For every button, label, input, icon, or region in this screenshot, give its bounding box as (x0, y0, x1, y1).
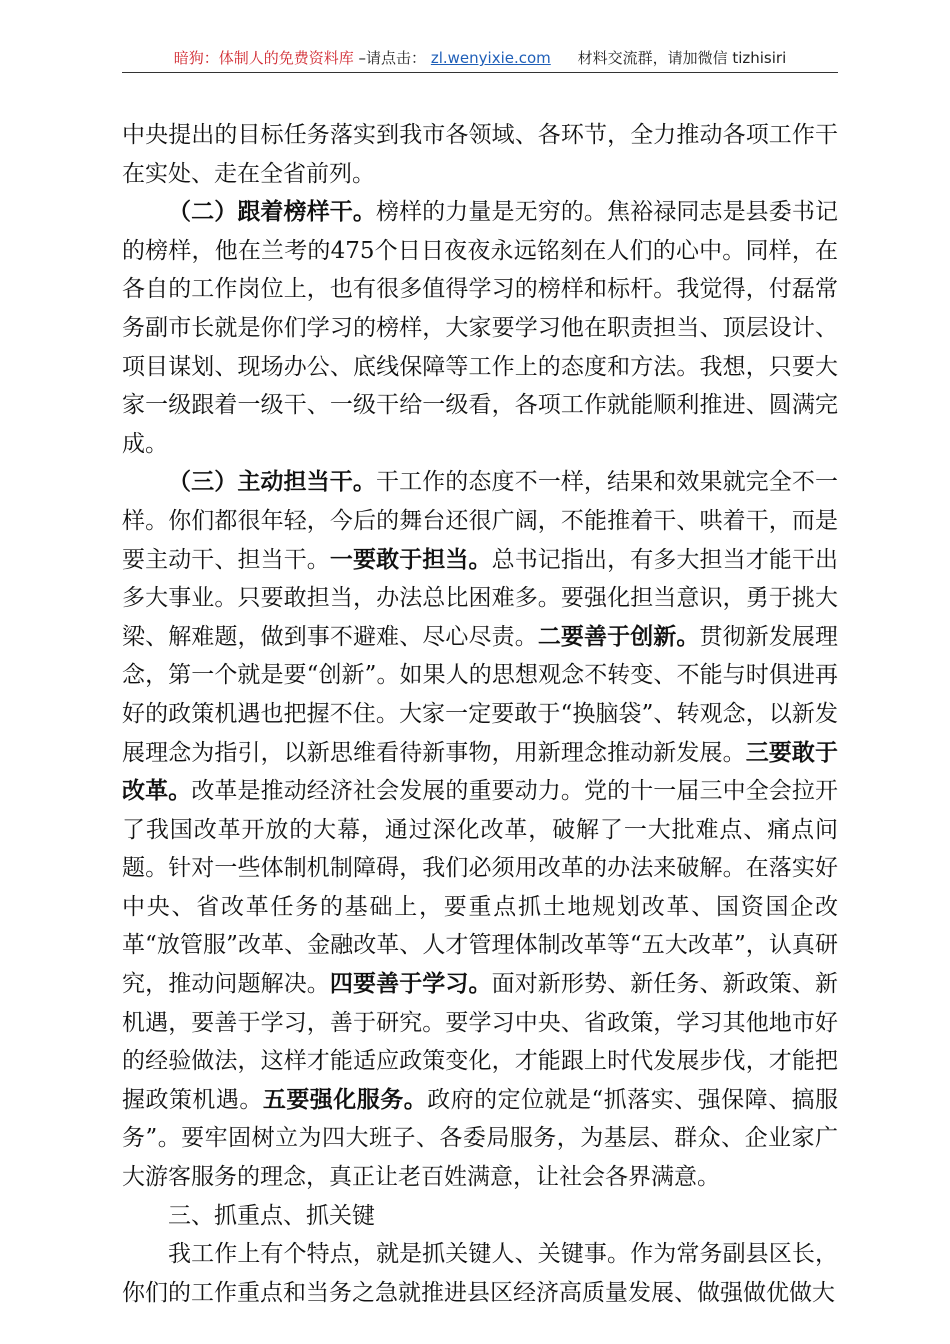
header-contact: 材料交流群，请加微信 tizhisiri (577, 49, 787, 67)
header-cta: –请点击： (358, 49, 427, 67)
text-run: 我工作上有个特点，就是抓关键人、关键事。作为常务副县区长，你们的工作重点和当务之急就推进县区经济高质量发展、做强做优做大 (122, 1241, 838, 1306)
text-run: 干工作的态度不一样，结果和效果就完全不一样。你们都很年轻，今后的舞台还很广阔，不能推着干、哄着干，而是要主动干、担当干。 (122, 469, 839, 573)
paragraph (122, 463, 838, 1196)
header-brand: 暗狗：体制人的免费资料库 (173, 49, 354, 67)
paragraph (122, 1197, 838, 1236)
text-run: 三、抓重点、抓关键 (168, 1202, 375, 1229)
text-run: 政府的定位就是“抓落实、强保障、搞服务”。要牢固树立为四大班子、各委局服务，为基层、群众、企业家广大游客服务的理念，真正让老百姓满意，让社会各界满意。 (122, 1086, 839, 1191)
paragraph (122, 116, 838, 193)
document-body (122, 116, 838, 1312)
page-header (122, 48, 838, 68)
text-run: 改革是推动经济社会发展的重要动力。党的十一届三中全会拉开了我国改革开放的大幕，通过深化改革，破解了一大批难点、痛点问题。针对一些体制机制障碍，我们必须用改革的办法来破解。在落实好中央、省改革任务的基础上，要重点抓土地规划改革、国资国企改革“放管服”改革、金融改革、人才管理体制改革等“五大改革”，认真研究，推动问题解决。 (122, 778, 839, 998)
header-divider (122, 72, 838, 73)
bold-heading: （三）主动担当干。 (168, 468, 376, 496)
paragraph (122, 1235, 838, 1312)
text-run: 总书记指出，有多大担当才能干出多大事业。只要敢担当，办法总比困难多。要强化担当意识，勇于挑大梁、解难题，做到事不避难、尽心尽责。 (122, 546, 839, 650)
bold-heading: 五要强化服务。 (262, 1085, 428, 1113)
text-run: 榜样的力量是无穷的。焦裕禄同志是县委书记的榜样，他在兰考的475个日日夜夜永远铭刻在人们的心中。同样，在各自的工作岗位上，也有很多值得学习的榜样和标杆。我觉得，付磊常务副市长就是你们学习的榜样，大家要学习他在职责担当、顶层设计、项目谋划、现场办公、底线保障等工作上的态度和方法。我想，只要大家一级跟着一级干、一级干给一级看，各项工作就能顺利推进、圆满完成。 (122, 199, 839, 457)
bold-heading: 一要敢于担当。 (329, 545, 492, 573)
text-run: 面对新形势、新任务、新政策、新机遇，要善于学习，善于研究。要学习中央、省政策，学习其他地市好的经验做法，这样才能适应政策变化，才能跟上时代发展步伐，才能把握政策机遇。 (122, 971, 839, 1113)
bold-heading: 三要敢于改革。 (122, 738, 839, 805)
bold-heading: 二要善于创新。 (537, 622, 700, 650)
text-run: 贯彻新发展理念，第一个就是要“创新”。如果人的思想观念不转变、不能与时俱进再好的政策机遇也把握不住。大家一定要敢于“换脑袋”、转观念，以新发展理念为指引，以新思维看待新事物，用新理念推动新发展。 (122, 623, 839, 766)
paragraph (122, 193, 838, 463)
text-run: 中央提出的目标任务落实到我市各领域、各环节，全力推动各项工作干在实处、走在全省前列。 (122, 122, 838, 187)
header-link[interactable]: zl.wenyixie.com (430, 49, 551, 67)
bold-heading: （二）跟着榜样干。 (168, 198, 376, 226)
bold-heading: 四要善于学习。 (329, 970, 492, 998)
